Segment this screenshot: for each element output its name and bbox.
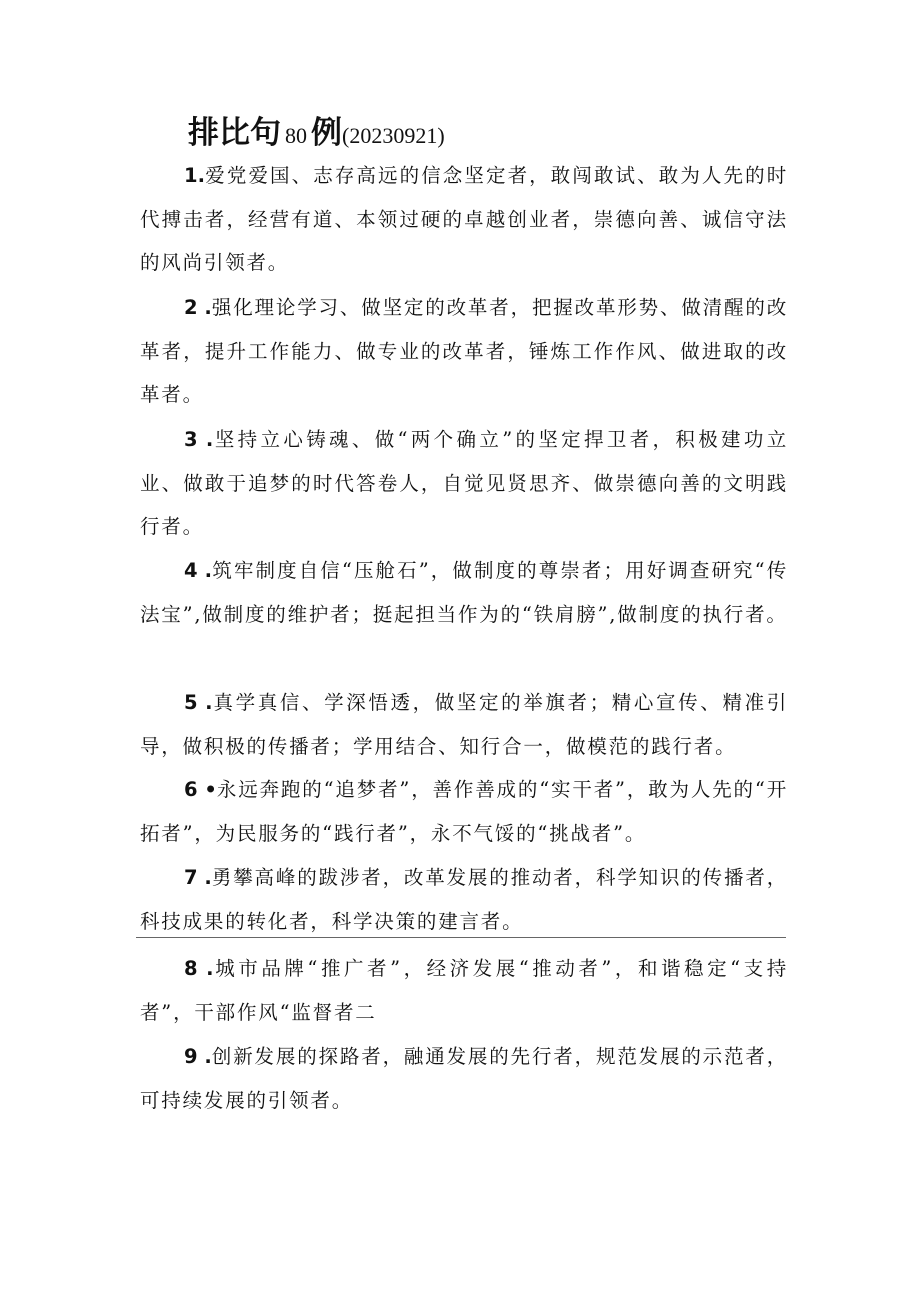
document-title <box>188 112 445 156</box>
item-number: 1. <box>184 164 205 187</box>
item-text: 坚持立心铸魂、做“两个确立”的坚定捍卫者，积极建功立业、做敢于追梦的时代答卷人，自觉见贤思齐、做崇德向善的文明践行者。 <box>140 428 788 538</box>
list-item-2 <box>140 286 788 417</box>
list-item-6 <box>140 768 788 855</box>
item-text: 城市品牌“推广者”，经济发展“推动者”，和谐稳定“支持者”，干部作风“监督者二 <box>140 957 788 1024</box>
item-number: 3 . <box>184 428 214 451</box>
item-number: 8 . <box>184 957 214 980</box>
item-text: 筑牢制度自信“压舱石”，做制度的尊崇者；用好调查研究“传法宝”,做制度的维护者；挺起担当作为的“铁肩膀”,做制度的执行者。 <box>140 559 789 626</box>
item-number: 9 . <box>184 1045 212 1068</box>
list-item-3 <box>140 418 788 549</box>
title-main-text: 排比句 <box>188 115 281 151</box>
title-suffix: 例 <box>311 115 342 151</box>
item-text: 创新发展的探路者，融通发展的先行者，规范发展的示范者，可持续发展的引领者。 <box>140 1045 788 1112</box>
list-item-4 <box>140 549 788 636</box>
title-number: 80 <box>285 123 307 148</box>
item-text: 勇攀高峰的跋涉者，改革发展的推动者，科学知识的传播者，科技成果的转化者，科学决策的建言者。 <box>140 866 788 933</box>
page-divider <box>136 937 786 938</box>
item-number: 4 . <box>184 559 213 582</box>
title-date: (20230921) <box>342 123 445 148</box>
item-text: 强化理论学习、做坚定的改革者，把握改革形势、做清醒的改革者，提升工作能力、做专业的改革者，锤炼工作作风、做进取的改革者。 <box>140 296 788 406</box>
item-text: 真学真信、学深悟透，做坚定的举旗者；精心宣传、精准引导，做积极的传播者；学用结合、知行合一，做模范的践行者。 <box>140 691 789 758</box>
item-number: 7 . <box>184 866 212 889</box>
item-number: 2 . <box>184 296 212 319</box>
list-item-9 <box>140 1035 788 1122</box>
list-item-1 <box>140 154 788 285</box>
list-item-7 <box>140 856 788 943</box>
item-number: 6 • <box>184 778 217 801</box>
item-number: 5 . <box>184 691 213 714</box>
list-item-5 <box>140 681 788 768</box>
item-text: 爱党爱国、志存高远的信念坚定者，敢闯敢试、敢为人先的时代搏击者，经营有道、本领过硬的卓越创业者，崇德向善、诚信守法的风尚引领者。 <box>140 164 788 274</box>
list-item-8 <box>140 947 788 1034</box>
item-text: 永远奔跑的“追梦者”，善作善成的“实干者”，敢为人先的“开拓者”，为民服务的“践行者”，永不气馁的“挑战者”。 <box>140 778 788 845</box>
